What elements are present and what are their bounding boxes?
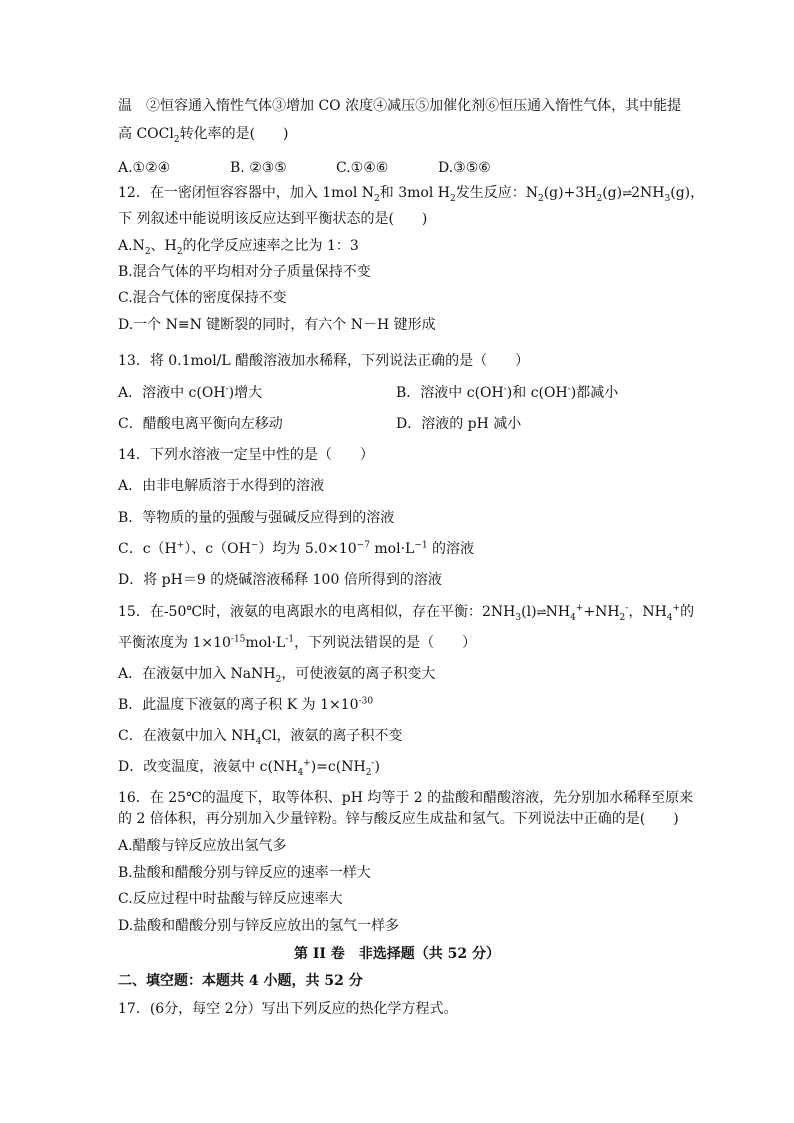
q12-t3: 发生反应：N xyxy=(455,185,538,201)
q15-stem-line1 xyxy=(118,602,694,622)
q16-stem-line1 xyxy=(118,788,693,808)
q11-text-2b: 转化率的是( ) xyxy=(179,126,289,142)
q14-b: B．等物质的量的强酸与强碱反应得到的溶液 xyxy=(118,510,395,526)
q17-stem xyxy=(118,999,458,1019)
part-2-heading xyxy=(118,971,363,991)
q12-option-c xyxy=(118,288,287,308)
q14-option-a xyxy=(118,476,324,496)
q15-stem-line2 xyxy=(118,633,476,653)
q12-a-s2: 2 xyxy=(176,246,183,257)
section-2-title xyxy=(0,944,794,964)
q13-d: D．溶液的 pH 减小 xyxy=(396,416,522,432)
q15-l2-sup2: -1 xyxy=(285,634,295,645)
q11-line2 xyxy=(118,124,289,144)
q12-b: B.混合气体的平均相对分子质量保持不变 xyxy=(118,264,371,280)
q15-option-d xyxy=(118,757,380,777)
q15-p1: + xyxy=(575,603,584,614)
q12-stem-line2 xyxy=(118,209,427,229)
q11-choice-c: C.①④⑥ xyxy=(336,160,389,176)
q14-c-sup2: − xyxy=(250,540,259,551)
q15-b1: B．此温度下液氨的离子积 K 为 1×10 xyxy=(118,697,359,713)
q12-s4: 2 xyxy=(596,193,603,204)
q14-option-b xyxy=(118,508,394,528)
q15-d-sup1: + xyxy=(303,758,311,769)
q15-t1: 15．在-50℃时，液氨的电离跟水的电离相似，存在平衡：2NH xyxy=(118,604,516,620)
q16-option-b xyxy=(118,863,371,883)
q11-sub: 2 xyxy=(173,134,180,145)
q16-option-a xyxy=(118,836,287,856)
q14-option-d xyxy=(118,570,442,590)
q15-c-sub: 4 xyxy=(255,736,262,747)
q11-line1 xyxy=(118,96,681,116)
q12-option-a xyxy=(118,236,359,256)
q13-a1: A．溶液中 c(OH xyxy=(118,385,226,401)
q15-option-c xyxy=(118,726,403,746)
q12-stem2: 下 列叙述中能说明该反应达到平衡状态的是( ) xyxy=(118,211,428,227)
q13-stem-text: 13．将 0.1mol/L 醋酸溶液加水稀释，下列说法正确的是（ ） xyxy=(118,353,530,369)
q15-s1: 3 xyxy=(515,612,522,623)
q15-d2: )=c(NH xyxy=(310,759,366,775)
q15-l2-2: mol·L xyxy=(245,635,286,651)
q16-d: D.盐酸和醋酸分别与锌反应放出的氢气一样多 xyxy=(118,918,400,934)
q12-a1: A.N xyxy=(118,238,145,254)
q12-option-b xyxy=(118,262,371,282)
q16-a: A.醋酸与锌反应放出氢气多 xyxy=(118,838,287,854)
q13-c: C．醋酸电离平衡向左移动 xyxy=(118,416,283,432)
q11-choice-b: B. ②③⑤ xyxy=(230,160,287,176)
q16-option-d xyxy=(118,916,399,936)
q11-text-1: 温 ②恒容通入惰性气体③增加 CO 浓度④减压⑤加催化剂⑥恒压通入惰性气体，其中能提 xyxy=(118,98,682,114)
q12-d: D.一个 N≡N 键断裂的同时，有六个 N－H 键形成 xyxy=(118,317,436,333)
q15-a-sub: 2 xyxy=(275,674,282,685)
q14-c-sup3: −7 xyxy=(356,540,370,551)
q14-c5: 的溶液 xyxy=(427,541,475,557)
q14-c-sup4: −1 xyxy=(414,540,428,551)
q15-a1: A．在液氨中加入 NaNH xyxy=(118,666,276,682)
q11-choice-a: A.①②④ xyxy=(118,160,171,176)
q15-l2-3: ，下列说法错误的是（ ） xyxy=(294,635,477,651)
q12-t2: 和 3mol H xyxy=(379,185,450,201)
q15-c1: C．在液氨中加入 NH xyxy=(118,728,256,744)
q13-b-sup2: - xyxy=(567,384,571,395)
q15-t4: +NH xyxy=(583,604,620,620)
q14-c3: ）均为 5.0×10 xyxy=(258,541,357,557)
q17-stem-text: 17．(6分，每空 2分）写出下列反应的热化学方程式。 xyxy=(118,1001,458,1017)
q13-options-row2 xyxy=(118,414,522,434)
q12-t6: 2NH xyxy=(631,185,665,201)
q12-t5: (g) xyxy=(602,185,623,201)
q15-a2: ，可使液氨的离子积变大 xyxy=(281,666,436,682)
q13-b3: )都减小 xyxy=(570,385,619,401)
q15-p2: - xyxy=(625,603,629,614)
q14-option-c xyxy=(118,539,474,559)
q12-a-s1: 2 xyxy=(144,246,151,257)
equilibrium-arrow-icon: ⇌ xyxy=(622,186,632,200)
q15-p3: + xyxy=(672,603,681,614)
q16-stem-line2 xyxy=(118,809,679,829)
q13-b1: B．溶液中 c(OH xyxy=(396,385,504,401)
q15-d-sup2: - xyxy=(371,758,375,769)
q15-l2-sup1: -15 xyxy=(230,634,246,645)
q14-c2: ）、c（OH xyxy=(184,541,251,557)
q12-option-d xyxy=(118,315,436,335)
q13-option-b xyxy=(396,383,618,403)
q15-l2-1: 平衡浓度为 1×10 xyxy=(118,635,231,651)
q12-stem-line1 xyxy=(118,183,704,203)
q15-d3: ) xyxy=(374,759,380,775)
part-2-heading-text: 二、填空题：本题共 4 小题，共 52 分 xyxy=(118,973,363,989)
q14-a: A．由非电解质溶于水得到的溶液 xyxy=(118,478,325,494)
q15-s2: 4 xyxy=(570,612,576,623)
q16-option-c xyxy=(118,889,343,909)
q12-a2: 、H xyxy=(150,238,177,254)
q12-s5: 3 xyxy=(664,193,671,204)
q13-a2: )增大 xyxy=(228,385,263,401)
q15-t5: ，NH xyxy=(628,604,667,620)
q16-b: B.盐酸和醋酸分别与锌反应的速率一样大 xyxy=(118,865,371,881)
q15-t3: NH xyxy=(545,604,571,620)
q15-t2: (l) xyxy=(521,604,537,620)
q12-s1: 2 xyxy=(374,193,380,204)
q15-option-b xyxy=(118,695,373,715)
q14-c4: mol·L xyxy=(369,541,415,557)
q16-l1: 16．在 25℃的温度下，取等体积、pH 均等于 2 的盐酸和醋酸溶液，先分别加水稀释至原来 xyxy=(118,790,694,806)
q13-a-sup: - xyxy=(225,384,229,395)
q13-b-sup1: - xyxy=(503,384,507,395)
q14-stem-text: 14．下列水溶液一定呈中性的是（ ） xyxy=(118,447,374,463)
q13-options-row1 xyxy=(118,383,619,403)
q15-s4: 4 xyxy=(666,612,673,623)
q15-d1: D．改变温度，液氨中 c(NH xyxy=(118,759,298,775)
q15-s3: 2 xyxy=(619,612,626,623)
q12-t7: (g)， xyxy=(670,185,705,201)
q13-b2: )和 c(OH xyxy=(506,385,568,401)
q15-b-sup: -30 xyxy=(358,696,374,707)
section-2-title-text: 第 II 卷 非选择题（共 52 分） xyxy=(293,946,501,962)
q14-d: D．将 pH＝9 的烧碱溶液稀释 100 倍所得到的溶液 xyxy=(118,572,442,588)
q12-t1: 12．在一密闭恒容容器中，加入 1mol N xyxy=(118,185,375,201)
q15-d-sub2: 2 xyxy=(365,767,372,778)
q11-choice-d: D.③⑤⑥ xyxy=(438,160,491,176)
q15-c2: Cl，液氨的离子积不变 xyxy=(261,728,403,744)
q13-stem xyxy=(118,351,529,371)
q12-a3: 的化学反应速率之比为 1：3 xyxy=(182,238,359,254)
q15-option-a xyxy=(118,664,435,684)
q15-d-sub1: 4 xyxy=(297,767,304,778)
q14-c-sup1: + xyxy=(176,540,185,551)
q16-l2: 的 2 倍体积，再分别加入少量锌粉。锌与酸反应生成盐和氢气。下列说法中正确的是( ) xyxy=(118,811,679,827)
equilibrium-arrow-icon: ⇌ xyxy=(536,605,546,619)
q12-t4: (g)+3H xyxy=(543,185,597,201)
q14-c1: C．c（H xyxy=(118,541,177,557)
q14-stem xyxy=(118,445,374,465)
q11-text-2a: 高 COCl xyxy=(118,126,174,142)
q15-t6: 的 xyxy=(680,604,695,620)
q12-c: C.混合气体的密度保持不变 xyxy=(118,290,287,306)
q12-s3: 2 xyxy=(537,193,544,204)
q12-s2: 2 xyxy=(450,193,456,204)
q16-c: C.反应过程中时盐酸与锌反应速率大 xyxy=(118,891,343,907)
